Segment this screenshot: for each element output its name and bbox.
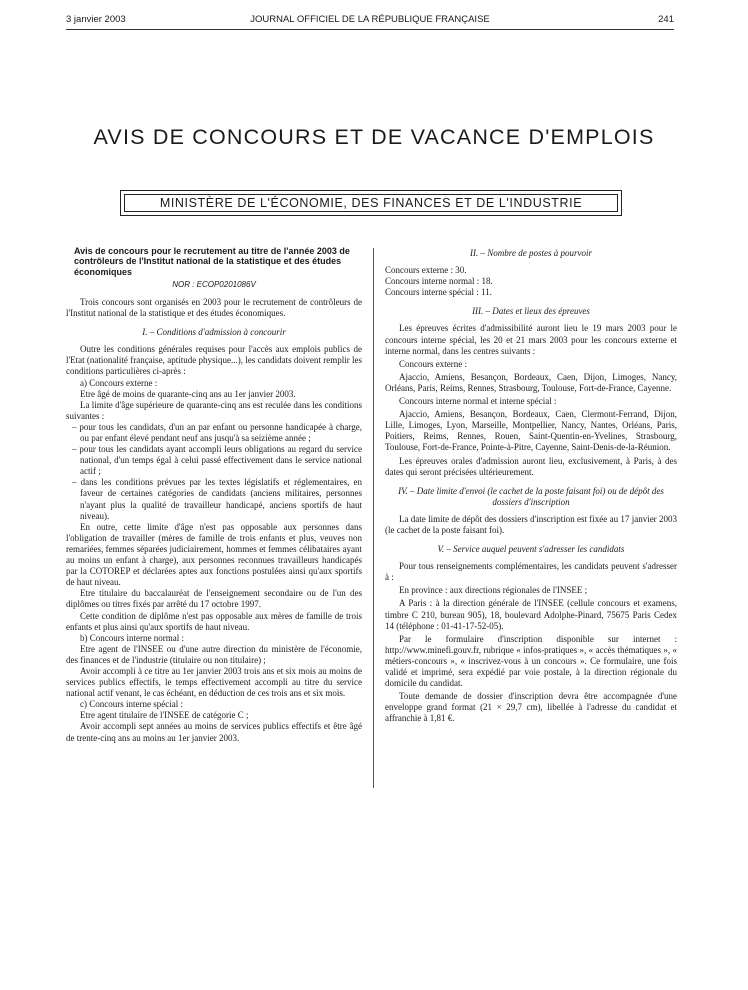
subheading: a) Concours externe :	[80, 377, 158, 388]
paragraph: Concours interne spécial : 11.	[385, 287, 492, 298]
paragraph: Cette condition de diplôme n'est pas opposable aux mères de famille de trois enfants et plus ainsi qu'aux sportifs de haut niveau.	[66, 610, 362, 632]
subheading: b) Concours interne normal :	[80, 632, 184, 643]
paragraph: Avoir accompli sept années au moins de services publics effectifs et être âgé de trente-cinq ans au moins au 1er janvier 2003.	[66, 721, 362, 743]
page-header	[66, 14, 674, 28]
list-item: – pour tous les candidats ayant accompli leurs obligations au regard du service national, d'un temps égal à celui passé effectivement dans le service national actif ;	[72, 444, 362, 477]
page-title: AVIS DE CONCOURS ET DE VACANCE D'EMPLOIS	[93, 125, 655, 149]
paragraph: Ajaccio, Amiens, Besançon, Bordeaux, Caen, Dijon, Limoges, Nancy, Orléans, Paris, Reims, Rennes, Strasbourg, Toulouse, Fort-de-France, Cayenne.	[385, 371, 677, 393]
subheading: Concours interne normal et interne spécial :	[399, 396, 557, 407]
header-journal: JOURNAL OFFICIEL DE LA RÉPUBLIQUE FRANÇAISE	[250, 14, 490, 25]
ministry-box	[120, 190, 622, 216]
intro-paragraph: Trois concours sont organisés en 2003 pour le recrutement de contrôleurs de l'Institut national de la statistique et des études économiques.	[66, 296, 362, 319]
list-item: – dans les conditions prévues par les textes législatifs et réglementaires, en faveur de certaines catégories de candidats (anciens militaires, personnes n'ayant plus la qualité de travailleur handicapé, anciens sportifs de haut niveau).	[72, 477, 362, 521]
section-heading: II. – Nombre de postes à pourvoir	[470, 248, 592, 258]
paragraph: Les épreuves écrites d'admissibilité auront lieu le 19 mars 2003 pour le concours interne spécial, les 20 et 21 mars 2003 pour les concours externe et interne normal, dans les centres suivants :	[385, 323, 677, 356]
header-rule	[66, 29, 674, 30]
left-column	[66, 246, 362, 744]
right-column	[385, 246, 677, 726]
header-date: 3 janvier 2003	[66, 14, 126, 25]
paragraph: Toute demande de dossier d'inscription devra être accompagnée d'une enveloppe grand format (21 × 29,7 cm), libellée à l'adresse du candidat et affranchie à 1,81 €.	[385, 691, 677, 724]
paragraph: Concours externe : 30.	[385, 265, 467, 276]
paragraph: Ajaccio, Amiens, Besançon, Bordeaux, Caen, Clermont-Ferrand, Dijon, Lille, Limoges, Lyon, Marseille, Montpellier, Nancy, Nantes, Orléans, Paris, Poitiers, Reims, Rennes, Rouen, Saint-Quentin-en-Yvelines, Strasbourg, Toulouse, Fort-de-France, Pointe-à-Pitre, Cayenne, Saint-Denis-de-la-Réunion.	[385, 409, 677, 453]
paragraph: La limite d'âge supérieure de quarante-cinq ans est reculée dans les conditions suivantes :	[66, 399, 362, 421]
section-heading: III. – Dates et lieux des épreuves	[472, 306, 590, 317]
paragraph: Etre titulaire du baccalauréat de l'enseignement secondaire ou de l'un des diplômes ou titres fixés par arrêté du 17 octobre 1997.	[66, 588, 362, 610]
paragraph: Etre âgé de moins de quarante-cinq ans au 1er janvier 2003.	[80, 388, 296, 399]
paragraph: Etre agent de l'INSEE ou d'une autre direction du ministère de l'économie, des finances et de l'industrie (titulaire ou non titulaire) ;	[66, 643, 362, 665]
paragraph: A Paris : à la direction générale de l'INSEE (cellule concours et examens, timbre C 210, bureau 905), 18, boulevard Adolphe-Pinard, 75675 Paris Cedex 14 (téléphone : 01-41-17-52-05).	[385, 598, 677, 631]
section-heading: I. – Conditions d'admission à concourir	[142, 327, 286, 338]
paragraph: En province : aux directions régionales de l'INSEE ;	[399, 585, 588, 596]
paragraph: Outre les conditions générales requises pour l'accès aux emplois publics de l'Etat (nationalité française, aptitude physique...), les candidats doivent remplir les conditions particulières ci-après :	[66, 344, 362, 377]
paragraph: Etre agent titulaire de l'INSEE de catégorie C ;	[80, 710, 249, 721]
subheading: c) Concours interne spécial :	[80, 699, 183, 710]
section-heading: IV. – Date limite d'envoi (le cachet de la poste faisant foi) ou de dépôt des dossiers d'inscription	[398, 485, 664, 507]
paragraph: Avoir accompli à ce titre au 1er janvier 2003 trois ans et six mois au moins de services publics effectifs, le temps effectivement accompli au titre du service national actif venant, le cas échéant, en déduction de ces trois ans et six mois.	[66, 665, 362, 699]
section-heading: V. – Service auquel peuvent s'adresser les candidats	[437, 544, 625, 555]
subheading: Concours externe :	[399, 358, 467, 369]
page-number: 241	[658, 14, 674, 25]
ministry-heading: MINISTÈRE DE L'ÉCONOMIE, DES FINANCES ET DE L'INDUSTRIE	[159, 196, 583, 210]
notice-title: Avis de concours pour le recrutement au titre de l'année 2003 de contrôleurs de l'Institut national de la statistique et des études économiques	[74, 246, 350, 277]
paragraph: La date limite de dépôt des dossiers d'inscription est fixée au 17 janvier 2003 (le cachet de la poste faisant foi).	[385, 513, 677, 535]
paragraph: Par le formulaire d'inscription disponible sur internet : http://www.minefi.gouv.fr, rubrique « infos-pratiques », « accès thématiques », « métiers-concours », « inscrivez-vous à un concours ». Ce formulaire, une fois validé et imprimé, sera expédié par voie postale, à la direction régionale du domicile du candidat.	[385, 633, 677, 689]
paragraph: Concours interne normal : 18.	[385, 276, 493, 287]
nor-reference: NOR : ECOP0201086V	[172, 279, 256, 289]
paragraph: Pour tous renseignements complémentaires, les candidats peuvent s'adresser à :	[385, 561, 677, 583]
paragraph: En outre, cette limite d'âge n'est pas opposable aux personnes dans l'obligation de travailler (mères de famille de trois enfants et plus, veuves non remariées, femmes séparées judiciairement, hommes et femmes célibataires ayant au moins un enfant à charge), aux personnes reconnues travailleurs handicapés par la COTOREP et déclarées aptes aux fonctions postulées ainsi qu'aux sportifs de haut niveau.	[66, 521, 362, 588]
column-divider	[373, 248, 374, 788]
list-item: – pour tous les candidats, d'un an par enfant ou personne handicapée à charge, ou par enfant élevé pendant neuf ans jusqu'à sa seizième année ;	[72, 421, 362, 444]
paragraph: Les épreuves orales d'admission auront lieu, exclusivement, à Paris, à des dates qui seront précisées ultérieurement.	[385, 455, 677, 477]
